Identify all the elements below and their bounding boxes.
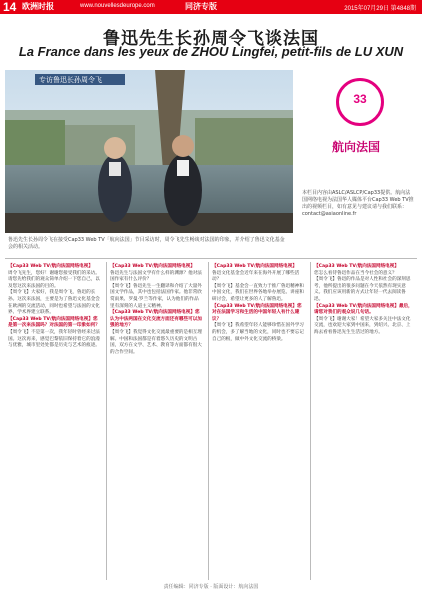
column-divider xyxy=(208,262,209,580)
cap33-logo-name: 航向法国 xyxy=(331,140,380,154)
paragraph: 【周令飞】鲁迅先生一生翻译和介绍了大量外国文学作品，其中也包括法国作家。他非常欣赏雨果、罗曼·罗兰等作家，认为他们的作品里有深刻的人道主义精神。 xyxy=(110,283,202,309)
interview-photo-image xyxy=(5,70,293,233)
paragraph: 【周令飞】我觉得文化交流最重要的是相互理解。中国和法国都是有着悠久历史的文明古国，双方在文学、艺术、教育等方面都有很大的合作空间。 xyxy=(110,329,202,355)
question: 【Cap33 Web TV/航向法国网络电视】您是第一次来法国吗？对法国的第一印象如何？ xyxy=(8,316,100,329)
contact-info: 本栏目内容由ASLC/ASLCP/Cap33提供。航向法国网络电视为法国华人媒体平台Cap33 Web TV推出的视频栏目，如有意见与建议请与我们联系：contact@asiaonline.fr xyxy=(302,190,414,217)
issue-date: 2015年07月29日 第4848期 xyxy=(344,6,416,12)
section-title: 同济专版 xyxy=(185,2,217,11)
paragraph: 【周令飞】大家好，我是周令飞，鲁迅的长孙。这次来法国，主要是为了鲁迅文化基金会在欧洲的交流活动，同时也希望与法国的文化界、学术界建立联系。 xyxy=(8,290,100,316)
photo-overlay-caption: 专访鲁迅长孙周令飞 xyxy=(39,76,102,84)
question: 【Cap33 Web TV/航向法国网络电视】您认为中法两国在文化交流方面还有哪些可以加强的地方？ xyxy=(110,310,202,329)
question-intro: 【Cap33 Web TV/航向法国网络电视】 xyxy=(110,264,195,269)
paragraph: 鲁迅文化基金会近年来在海外开展了哪些活动？ xyxy=(212,270,300,283)
interview-photo xyxy=(5,70,293,233)
divider xyxy=(5,258,417,259)
paragraph: 鲁迅先生与法国文学有什么样的渊源？他对法国作家有什么评价？ xyxy=(110,270,202,283)
cap33-logo xyxy=(300,70,412,185)
column-divider xyxy=(106,262,107,580)
question-intro: 【Cap33 Web TV/航向法国网络电视】 xyxy=(8,264,93,269)
paragraph: 【周令飞】不是第一次，我年轻时曾经来过法国。这次再来，感觉巴黎依旧保持着它的浪漫与优雅，城市里处处都是历史与艺术的痕迹。 xyxy=(8,329,100,349)
question-intro: 【Cap33 Web TV/航向法国网络电视】 xyxy=(212,264,297,269)
photo-caption: 鲁迅先生长孙周令飞在接受Cap33 Web TV「航向法国」节目采访时，周令飞先生畅谈对法国的印象，并介绍了鲁迅文化基金会的相关活动。 xyxy=(8,237,285,250)
paper-name: 欧洲时报 xyxy=(22,2,54,11)
article-column-4 xyxy=(314,264,414,337)
paragraph: 【周令飞】基金会一直致力于推广鲁迅精神和中国文化，我们在世界各地举办展览、讲座和研讨会，希望让更多的人了解鲁迅。 xyxy=(212,283,304,302)
paper-website: www.nouvellesdeurope.com xyxy=(80,3,155,9)
paragraph: 【周令飞】谢谢大家！希望大家多关注中法文化交流，也欢迎大家到中国来，到绍兴、北京、上海去看看鲁迅先生生活过的地方。 xyxy=(314,316,411,335)
page-footer: 责任编辑：同济专版 · 版面设计：航向法国 xyxy=(163,584,259,590)
page-number: 14 xyxy=(3,0,17,14)
subheadline: La France dans les yeux de ZHOU Lingfei, petit-fils de LU XUN xyxy=(18,44,404,59)
question: 【Cap33 Web TV/航向法国网络电视】最后，请您对我们的观众说几句话。 xyxy=(314,303,413,316)
paragraph: 【周令飞】鲁迅的作品是对人性和社会的深刻思考，他所提出的很多问题在今天依然有现实意义。我们应该用新的方式让年轻一代去阅读鲁迅。 xyxy=(314,277,411,302)
question: 【Cap33 Web TV/航向法国网络电视】您对在法国学习和生活的中国年轻人有什么建议？ xyxy=(212,303,302,322)
headline: 鲁迅先生长孙周令飞谈法国 xyxy=(103,29,319,49)
article-column-1 xyxy=(8,264,101,350)
question-intro: 【Cap33 Web TV/航向法国网络电视】 xyxy=(314,264,399,269)
cap33-logo-number: 33 xyxy=(353,92,367,106)
paragraph: 周令飞先生，您好！谢谢您接受我们的采访。请您先给我们的观众简单介绍一下您自己，以及您这次来法国的目的。 xyxy=(8,270,100,289)
article-column-2 xyxy=(110,264,203,356)
paragraph: 【周令飞】我希望年轻人能够珍惜在国外学习的机会，多了解当地的文化，同时也不要忘记自己的根，做中外文化交流的桥梁。 xyxy=(212,323,304,342)
column-divider xyxy=(310,262,311,580)
article-column-3 xyxy=(212,264,305,343)
page-header-bar xyxy=(0,0,422,14)
cap33-logo-badge xyxy=(336,78,384,126)
paragraph: 您怎么看待鲁迅作品在当今社会的意义？ xyxy=(314,270,397,276)
